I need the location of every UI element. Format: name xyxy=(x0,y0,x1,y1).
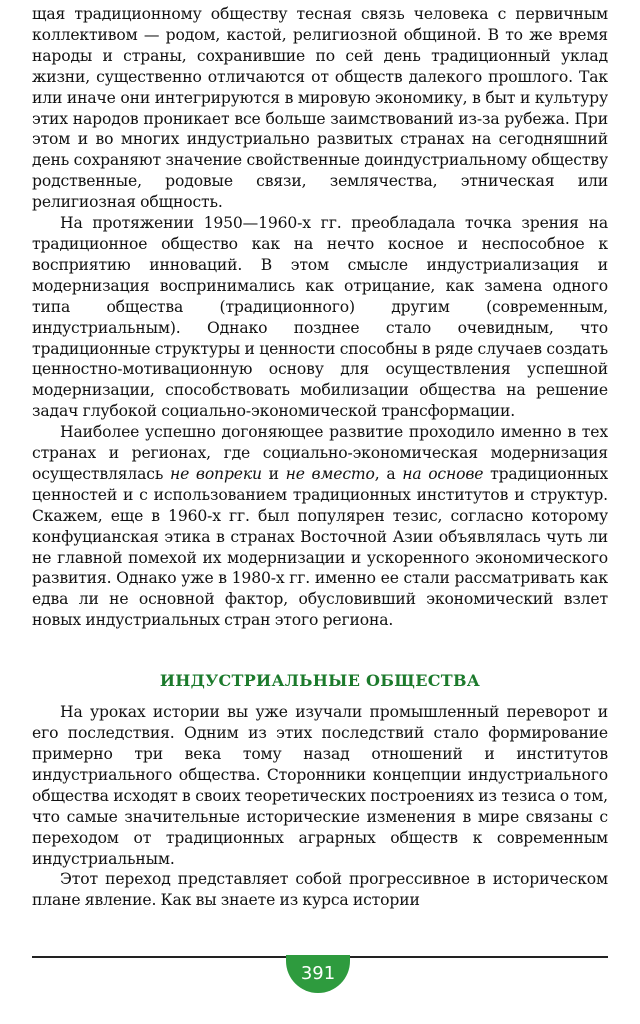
paragraph-5 xyxy=(32,869,608,911)
paragraph-3-italic-ne-vopreki: не вопреки xyxy=(169,464,262,483)
paragraph-2 xyxy=(32,213,608,422)
paragraph-3 xyxy=(32,422,608,631)
page-content xyxy=(32,4,608,911)
paragraph-3-italic-ne-vmesto: не вместо xyxy=(285,464,375,483)
paragraph-3-text-d: традиционных ценностей и с использованием традиционных институтов и структур. Скажем, еще в 1960-х гг. был популярен тезис, согласно которому конфуцианская этика в странах Восточной Азии объявлялась чуть ли не главной помехой их модернизации и ускоренного экономического развития. Однако уже в 1980-х гг. именно ее стали рассматривать как едва ли не основной фактор, обусловивший экономический взлет новых индустриальных стран этого региона. xyxy=(32,464,609,630)
paragraph-2-text: На протяжении 1950—1960-х гг. преобладала точка зрения на традиционное общество как на нечто косное и неспособное к восприятию инноваций. В этом смысле индустриализация и модернизация воспринимались как отрицание, как замена одного типа общества (традиционного) другим (современным, индустриальным). Однако позднее стало очевидным, что традиционные структуры и ценности способны в ряде случаев создать ценностно-мотивационную основу для осуществления успешной модернизации, способствовать мобилизации общества на решение задач глубокой социально-экономической трансформации. xyxy=(32,214,608,421)
paragraph-5-text: Этот переход представляет собой прогрессивное в историческом плане явление. Как вы знаете из курса истории xyxy=(32,870,608,910)
paragraph-4 xyxy=(32,702,608,869)
paragraph-4-text: На уроках истории вы уже изучали промышленный переворот и его последствия. Одним из этих последствий стало формирование примерно три века тому назад отношений и институтов индустриального общества. Сторонники концепции индустриального общества исходят в своих теоретических построениях из тезиса о том, что самые значительные исторические изменения в мире связаны с переходом от традиционных аграрных обществ к современным индустриальным. xyxy=(32,703,608,868)
page-number-badge xyxy=(286,955,350,993)
paragraph-1 xyxy=(32,4,608,213)
paragraph-3-italic-na-osnove: на основе xyxy=(402,464,484,483)
paragraph-1-text: щая традиционному обществу тесная связь человека с первичным коллективом — родом, кастой, религиозной общиной. В то же время народы и страны, сохранившие по сей день традиционный уклад жизни, существенно отличаются от обществ далекого прошлого. Так или иначе они интегрируются в мировую экономику, в быт и культуру этих народов проникает все больше заимствований из-за рубежа. При этом и во многих индустриально развитых странах на сегодняшний день сохраняют значение свойственные доиндустриальному обществу родственные, родовые связи, землячества, этническая или религиозная общность. xyxy=(32,5,608,212)
paragraph-3-text-c: , а xyxy=(374,464,403,483)
paragraph-3-text-a: Наиболее успешно догоняющее развитие проходило именно в тех странах и регионах, где социально-экономическая модернизация осуществлялась xyxy=(32,423,608,483)
section-heading: ИНДУСТРИАЛЬНЫЕ ОБЩЕСТВА xyxy=(159,671,481,691)
paragraph-3-text-b: и xyxy=(261,464,286,483)
page-number: 391 xyxy=(300,963,336,984)
